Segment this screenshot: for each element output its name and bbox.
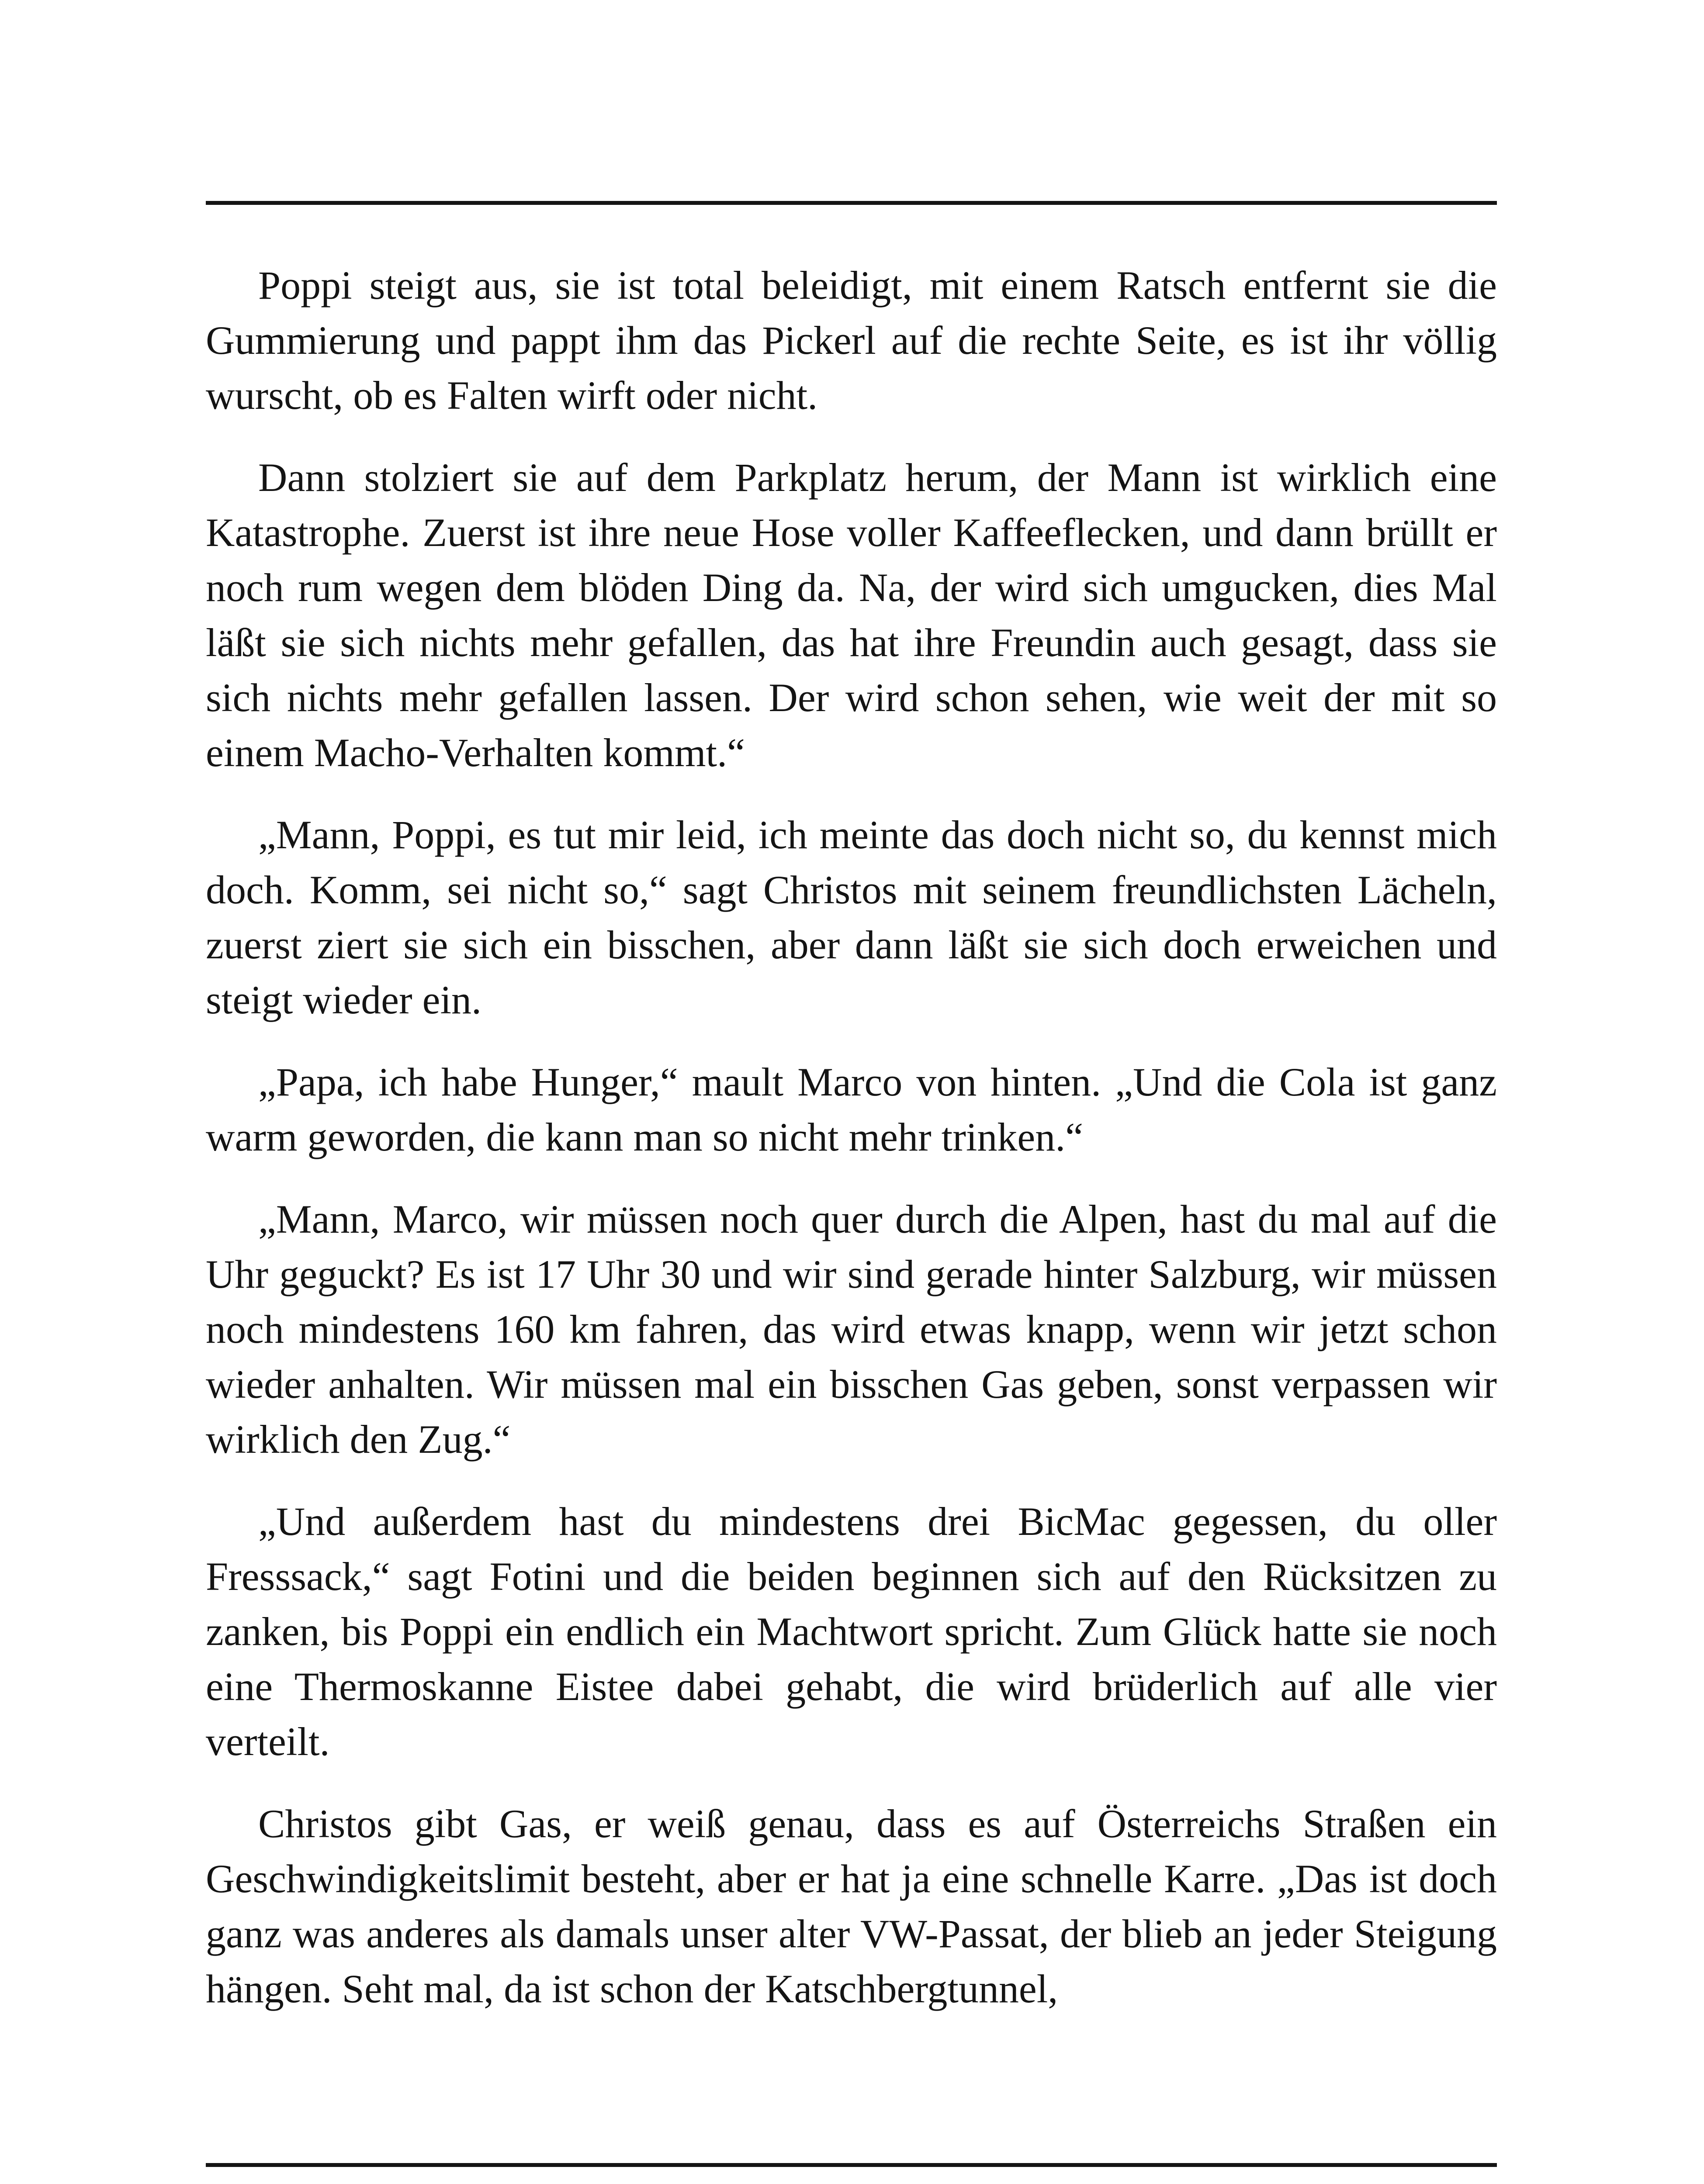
paragraph: Poppi steigt aus, sie ist total beleidigt, mit einem Ratsch entfernt sie die Gummierung und pappt ihm das Pickerl auf die rechte Seite, es ist ihr völlig wurscht, ob es Falten wirft oder nicht. xyxy=(206,263,1497,418)
paragraph: „Mann, Marco, wir müssen noch quer durch die Alpen, hast du mal auf die Uhr geguckt? Es ist 17 Uhr 30 und wir sind gerade hinter Salzburg, wir müssen noch mindestens 160 km fahren, das wird etwas knapp, wenn wir jetzt schon wieder anhalten. Wir müssen mal ein bisschen Gas geben, sonst verpassen wir wirklich den Zug.“ xyxy=(206,1197,1497,1462)
body-text xyxy=(206,258,1497,2016)
paragraph: Dann stolziert sie auf dem Parkplatz herum, der Mann ist wirklich eine Katastrophe. Zuerst ist ihre neue Hose voller Kaffeeflecken, und dann brüllt er noch rum wegen dem blöden Ding da. Na, der wird sich umgucken, dies Mal läßt sie sich nichts mehr gefallen, das hat ihre Freundin auch gesagt, dass sie sich nichts mehr gefallen lassen. Der wird schon sehen, wie weit der mit so einem Macho-Verhalten kommt.“ xyxy=(206,455,1497,775)
bottom-rule xyxy=(206,2163,1497,2167)
paragraph: „Papa, ich habe Hunger,“ mault Marco von hinten. „Und die Cola ist ganz warm geworden, die kann man so nicht mehr trinken.“ xyxy=(206,1060,1497,1159)
paragraph: „Und außerdem hast du mindestens drei BicMac gegessen, du oller Fresssack,“ sagt Fotini und die beiden beginnen sich auf den Rücksitzen zu zanken, bis Poppi ein endlich ein Machtwort spricht. Zum Glück hatte sie noch eine Thermoskanne Eistee dabei gehabt, die wird brüderlich auf alle vier verteilt. xyxy=(206,1499,1497,1764)
paragraph: Christos gibt Gas, er weiß genau, dass es auf Österreichs Straßen ein Geschwindigkeitslimit besteht, aber er hat ja eine schnelle Karre. „Das ist doch ganz was anderes als damals unser alter VW-Passat, der blieb an jeder Steigung hängen. Seht mal, da ist schon der Katschbergtunnel, xyxy=(206,1801,1497,2011)
top-rule xyxy=(206,201,1497,205)
paragraph: „Mann, Poppi, es tut mir leid, ich meinte das doch nicht so, du kennst mich doch. Komm, sei nicht so,“ sagt Christos mit seinem freundlichsten Lächeln, zuerst ziert sie sich ein bisschen, aber dann läßt sie sich doch erweichen und steigt wieder ein. xyxy=(206,812,1497,1022)
